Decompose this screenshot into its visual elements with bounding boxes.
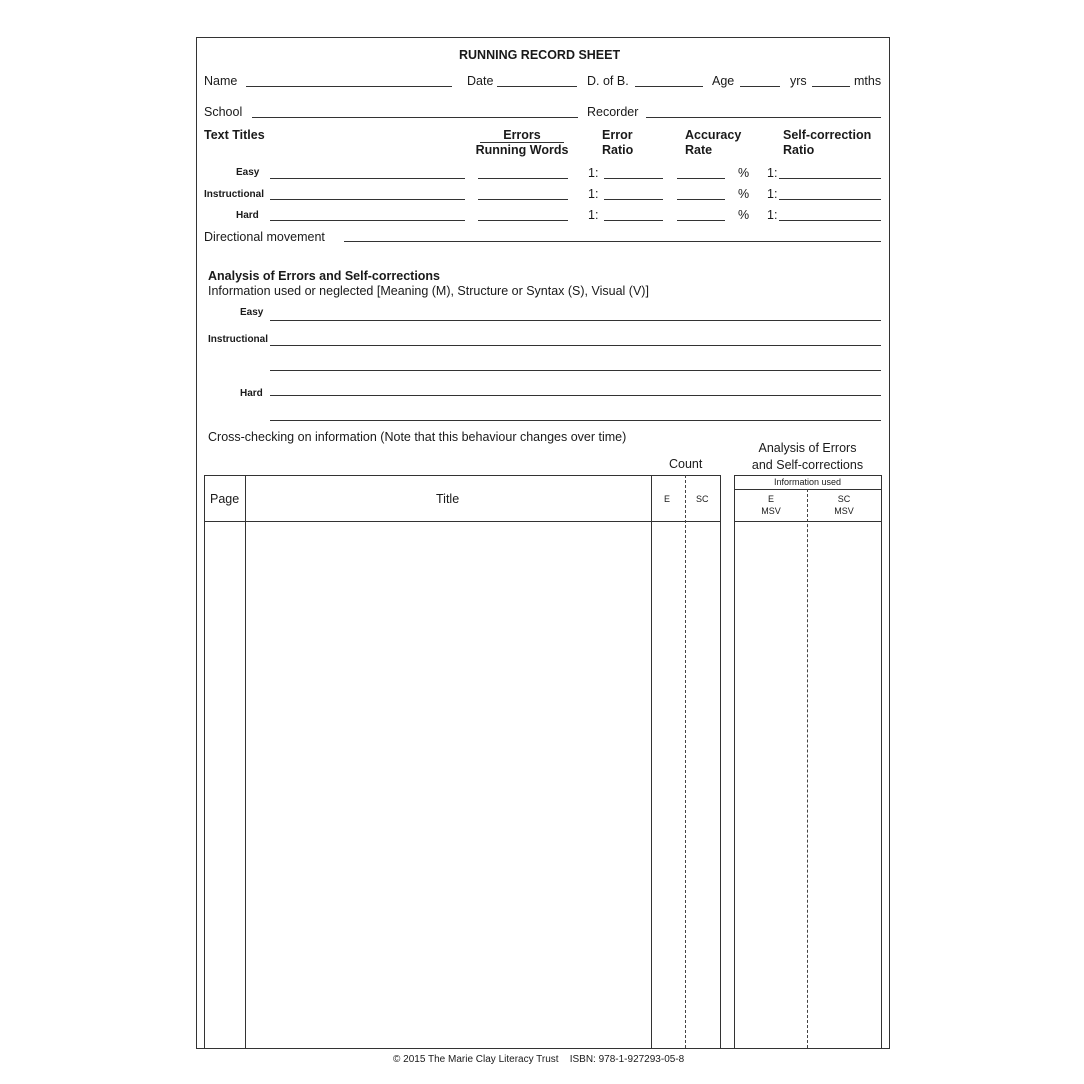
analysis-heading: Analysis of Errors and Self-corrections bbox=[208, 269, 441, 283]
mths-label: mths bbox=[854, 74, 882, 88]
e-column-body[interactable] bbox=[652, 522, 685, 1047]
date-label: Date bbox=[467, 74, 494, 88]
sc-msv-column-body[interactable] bbox=[808, 522, 881, 1047]
e-msv-column-body[interactable] bbox=[735, 522, 807, 1047]
instructional-error-ratio-field[interactable] bbox=[604, 199, 663, 200]
hard-percent: % bbox=[738, 208, 750, 222]
easy-accuracy-field[interactable] bbox=[677, 178, 725, 179]
directional-movement-field[interactable] bbox=[344, 241, 881, 242]
right-table-right-border bbox=[881, 475, 882, 1048]
text-titles-heading: Text Titles bbox=[204, 128, 265, 142]
hard-errors-field[interactable] bbox=[478, 220, 568, 221]
hard-title-field[interactable] bbox=[270, 220, 465, 221]
analysis-easy-field[interactable] bbox=[270, 320, 881, 321]
accuracy-header-top: Accuracy bbox=[685, 128, 742, 142]
sc-msv-header-bottom: MSV bbox=[834, 506, 854, 516]
information-used-header: Information used bbox=[773, 477, 842, 487]
instructional-accuracy-field[interactable] bbox=[677, 199, 725, 200]
hard-ratio-prefix: 1: bbox=[588, 208, 599, 222]
error-ratio-header-top: Error bbox=[602, 128, 633, 142]
e-msv-header-top: E bbox=[767, 494, 774, 504]
recorder-label: Recorder bbox=[587, 105, 639, 119]
page-column-header: Page bbox=[210, 492, 240, 506]
hard-sc-ratio-field[interactable] bbox=[779, 220, 881, 221]
page-column-body[interactable] bbox=[205, 522, 245, 1047]
school-label: School bbox=[204, 105, 243, 119]
sc-ratio-header-top: Self-correction bbox=[783, 128, 872, 142]
age-months-field[interactable] bbox=[812, 86, 850, 87]
instructional-errors-field[interactable] bbox=[478, 199, 568, 200]
analysis-level-hard: Hard bbox=[240, 388, 263, 399]
analysis-table-label-1: Analysis of Errors bbox=[758, 441, 857, 455]
sc-column-body[interactable] bbox=[686, 522, 720, 1047]
analysis-instructional-field-2[interactable] bbox=[270, 370, 881, 371]
easy-error-ratio-field[interactable] bbox=[604, 178, 663, 179]
dob-field[interactable] bbox=[635, 86, 703, 87]
right-table-top-border bbox=[734, 475, 881, 476]
analysis-instructional-field-1[interactable] bbox=[270, 345, 881, 346]
count-label: Count bbox=[669, 457, 703, 471]
analysis-hard-field-1[interactable] bbox=[270, 395, 881, 396]
running-words-header: Running Words bbox=[475, 143, 569, 157]
instructional-percent: % bbox=[738, 187, 750, 201]
age-label: Age bbox=[712, 74, 735, 88]
name-label: Name bbox=[204, 74, 238, 88]
date-field[interactable] bbox=[497, 86, 577, 87]
sheet-title: RUNNING RECORD SHEET bbox=[459, 48, 621, 62]
yrs-label: yrs bbox=[790, 74, 807, 88]
cross-checking-label: Cross-checking on information (Note that this behaviour changes over time) bbox=[208, 430, 627, 444]
sc-msv-header-top: SC bbox=[837, 494, 851, 504]
hard-sc-prefix: 1: bbox=[767, 208, 778, 222]
easy-percent: % bbox=[738, 166, 750, 180]
name-field[interactable] bbox=[246, 86, 452, 87]
analysis-hard-field-2[interactable] bbox=[270, 420, 881, 421]
dob-label: D. of B. bbox=[587, 74, 629, 88]
instructional-title-field[interactable] bbox=[270, 199, 465, 200]
sc-column-header: SC bbox=[696, 494, 709, 504]
text-level-easy: Easy bbox=[236, 167, 260, 178]
error-ratio-header-bottom: Ratio bbox=[602, 143, 634, 157]
analysis-level-instructional: Instructional bbox=[208, 334, 269, 345]
left-table-right-border bbox=[720, 475, 721, 1048]
errors-header: Errors bbox=[503, 128, 541, 142]
analysis-level-easy: Easy bbox=[240, 307, 264, 318]
sc-ratio-header-bottom: Ratio bbox=[783, 143, 815, 157]
hard-accuracy-field[interactable] bbox=[677, 220, 725, 221]
e-column-header: E bbox=[664, 494, 671, 504]
e-msv-header-bottom: MSV bbox=[761, 506, 781, 516]
instructional-ratio-prefix: 1: bbox=[588, 187, 599, 201]
easy-sc-ratio-field[interactable] bbox=[779, 178, 881, 179]
easy-ratio-prefix: 1: bbox=[588, 166, 599, 180]
easy-title-field[interactable] bbox=[270, 178, 465, 179]
analysis-table-label-2: and Self-corrections bbox=[751, 458, 864, 472]
instructional-sc-ratio-field[interactable] bbox=[779, 199, 881, 200]
hard-error-ratio-field[interactable] bbox=[604, 220, 663, 221]
title-column-header: Title bbox=[436, 492, 460, 506]
school-field[interactable] bbox=[252, 117, 578, 118]
title-column-body[interactable] bbox=[246, 522, 651, 1047]
recorder-field[interactable] bbox=[646, 117, 881, 118]
easy-errors-field[interactable] bbox=[478, 178, 568, 179]
text-level-hard: Hard bbox=[236, 210, 259, 221]
age-years-field[interactable] bbox=[740, 86, 780, 87]
instructional-sc-prefix: 1: bbox=[767, 187, 778, 201]
analysis-subheading: Information used or neglected [Meaning (M), Structure or Syntax (S), Visual (V)] bbox=[208, 284, 649, 298]
text-level-instructional: Instructional bbox=[204, 189, 265, 200]
easy-sc-prefix: 1: bbox=[767, 166, 778, 180]
left-table-top-border bbox=[204, 475, 721, 476]
copyright-footer: © 2015 The Marie Clay Literacy Trust ISBN: 978-1-927293-05-8 bbox=[393, 1054, 685, 1065]
directional-movement-label: Directional movement bbox=[204, 230, 325, 244]
accuracy-header-bottom: Rate bbox=[685, 143, 713, 157]
